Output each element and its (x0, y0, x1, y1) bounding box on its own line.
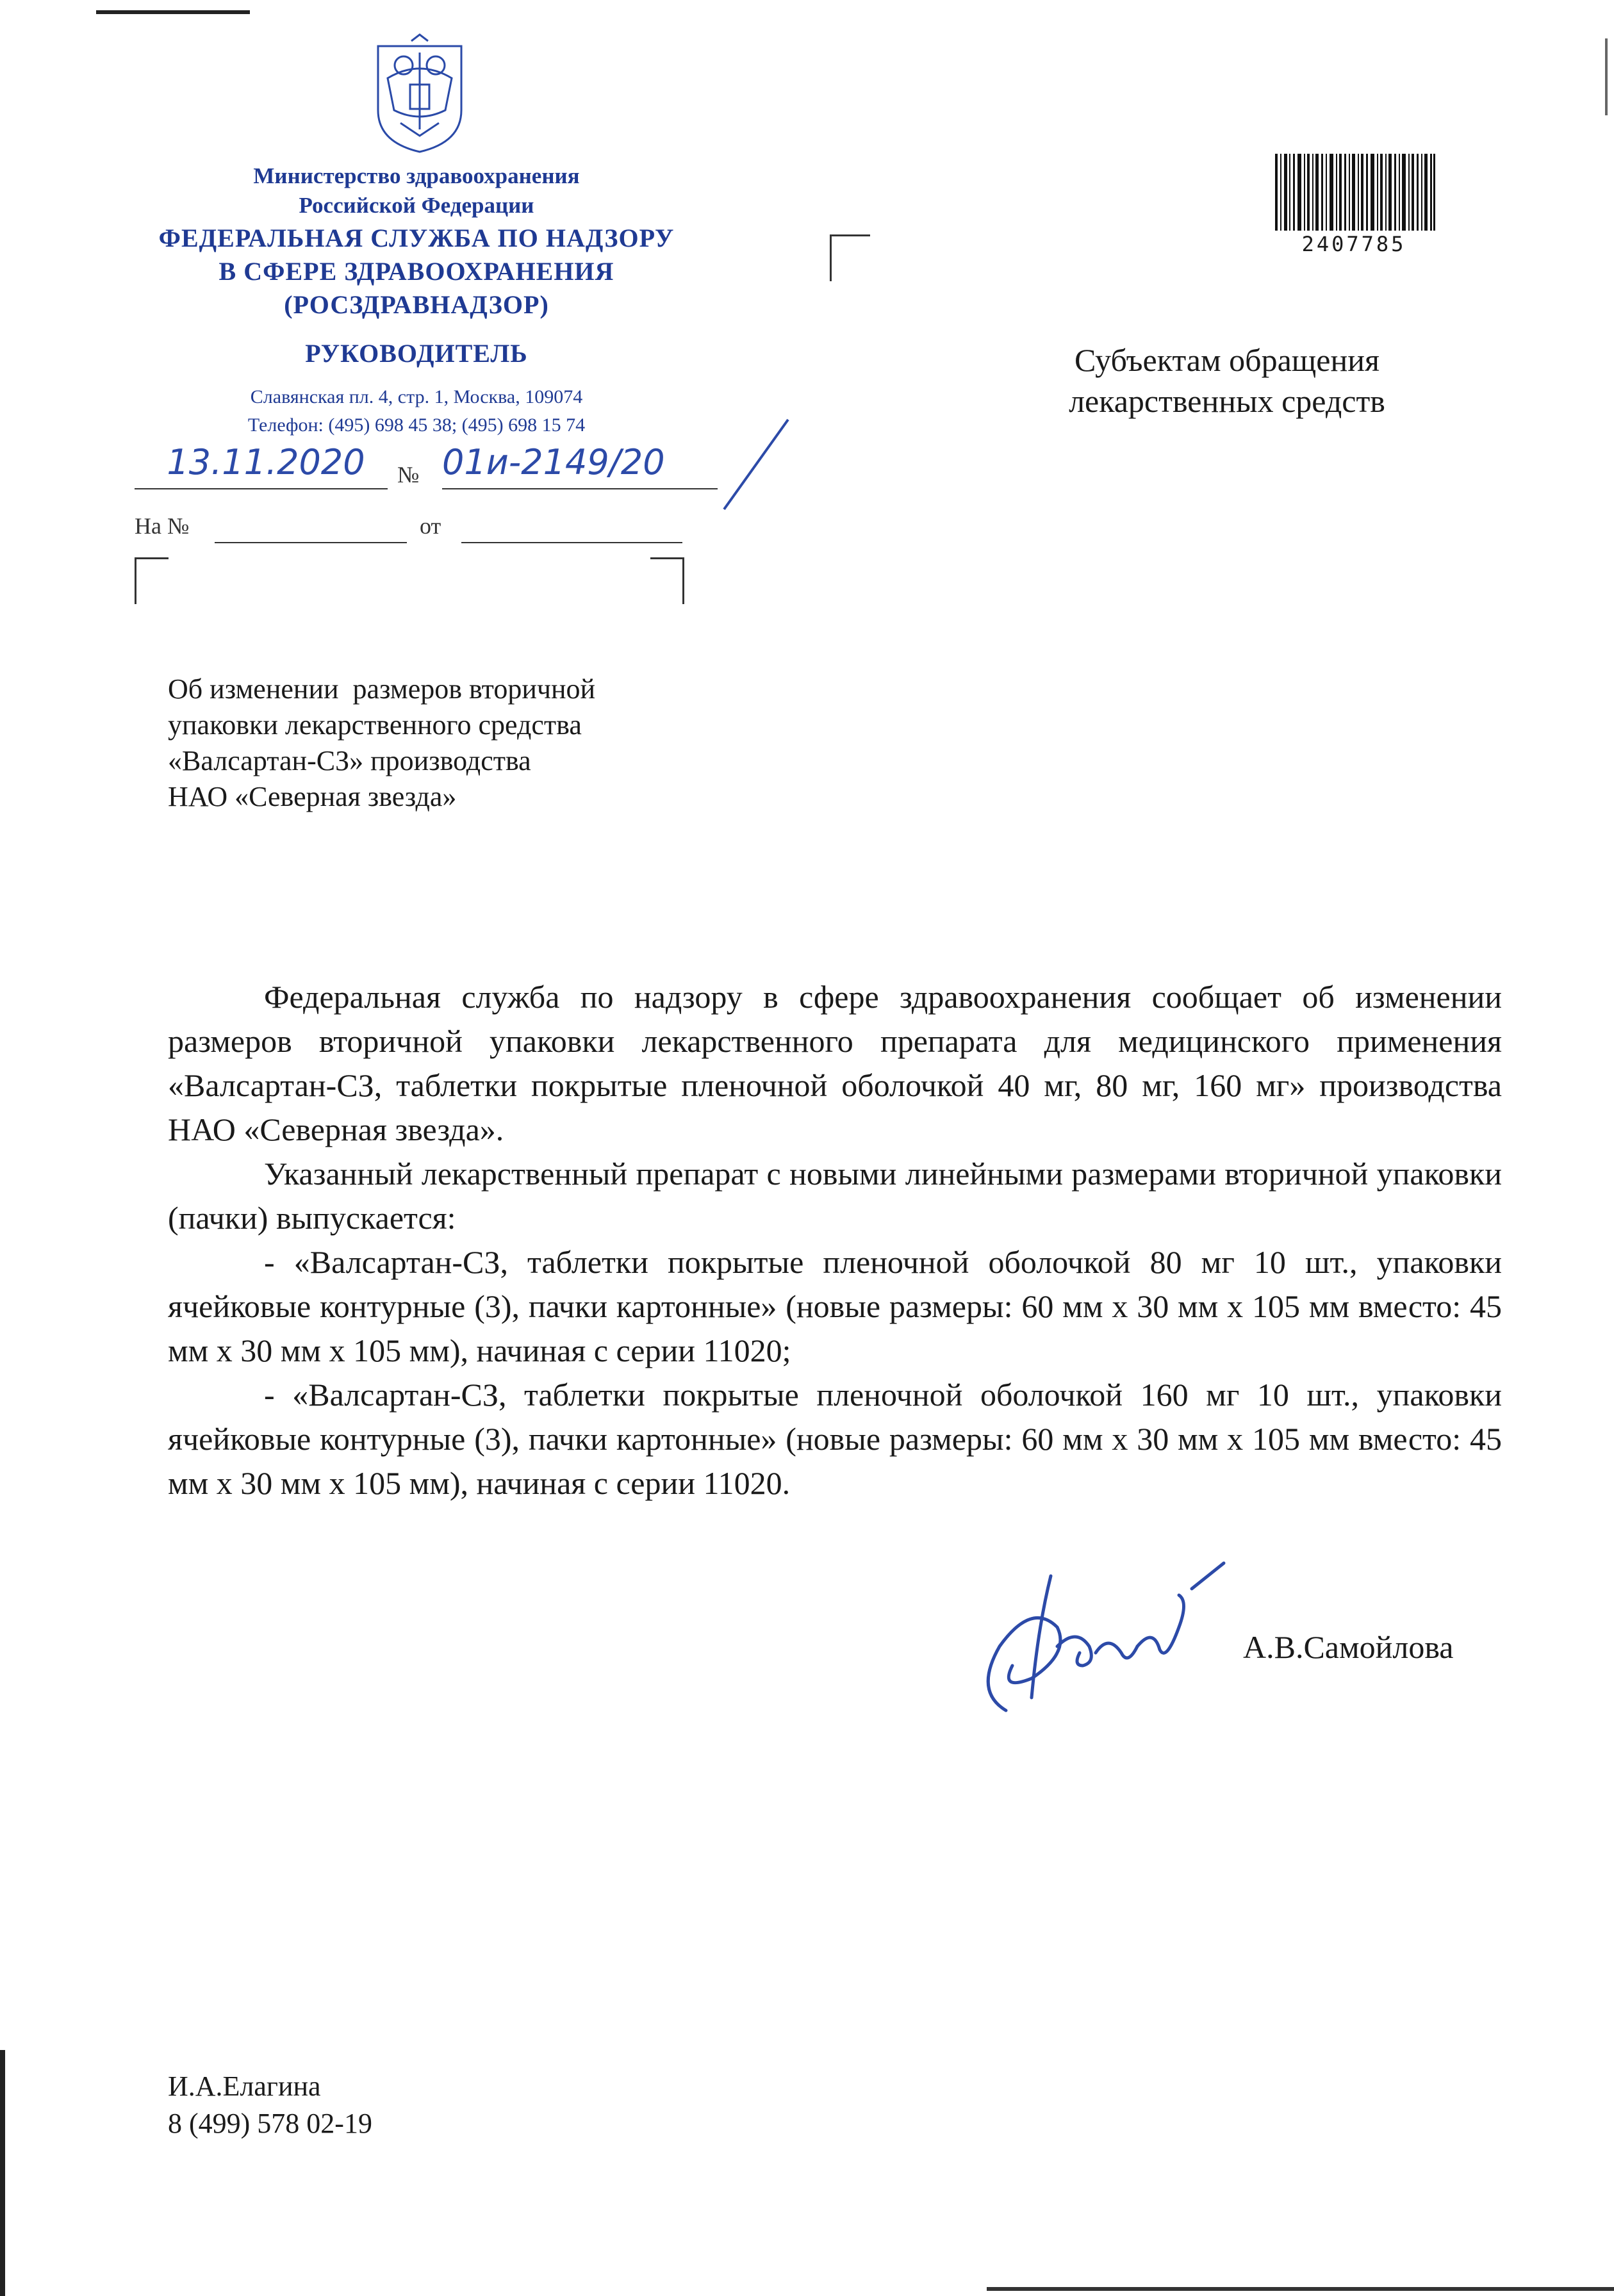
registration-date: 13.11.2020 (167, 442, 365, 482)
recipient-block (1003, 340, 1451, 422)
ministry-line-2: Российской Федерации (299, 193, 534, 218)
scan-right-edge (1605, 38, 1608, 115)
subject-line-1: Об изменении размеров вторичной (168, 673, 596, 705)
subject-line-4: НАО «Северная звезда» (168, 781, 457, 812)
executor-phone: 8 (499) 578 02-19 (168, 2108, 372, 2139)
recipient-line-2: лекарственных средств (1069, 383, 1385, 419)
coat-of-arms-emblem (365, 33, 474, 155)
bracket-top-right (650, 557, 684, 604)
service-name (96, 222, 737, 322)
registration-number: 01и-2149/20 (442, 442, 665, 482)
executor-block (168, 2068, 372, 2142)
reply-from-label: от (420, 513, 441, 539)
reply-number-underline (215, 542, 407, 543)
subject-line-2: упаковки лекарственного средства (168, 709, 582, 741)
bracket-recipient (830, 234, 870, 281)
address-line-1: Славянская пл. 4, стр. 1, Москва, 109074 (250, 386, 583, 407)
registration-slash (718, 416, 795, 512)
barcode (1275, 154, 1435, 231)
signer-name: А.В.Самойлова (1243, 1629, 1454, 1665)
service-line-1: ФЕДЕРАЛЬНАЯ СЛУЖБА ПО НАДЗОРУ (158, 224, 675, 252)
executor-name: И.А.Елагина (168, 2070, 321, 2102)
number-underline (442, 488, 718, 489)
handwritten-signature (961, 1550, 1243, 1730)
address-line-2: Телефон: (495) 698 45 38; (495) 698 15 74 (247, 414, 586, 436)
bracket-top-left (135, 557, 169, 604)
reply-from-underline (461, 542, 682, 543)
body-paragraph-2: Указанный лекарственный препарат с новыми линейными размерами вторичной упаковки (пачки) выпускается: (168, 1156, 1502, 1236)
ministry-name (128, 161, 705, 220)
head-title: РУКОВОДИТЕЛЬ (305, 339, 528, 368)
body-list-item-2: - «Валсартан-СЗ, таблетки покрытые пленочной оболочкой 160 мг 10 шт., упаковки ячейковые контурные (3), пачки картонные» (новые размеры: 60 мм х 30 мм х 105 мм вместо: 45 мм х 30 мм х 105 мм), начиная с серии 11020. (168, 1377, 1502, 1501)
service-line-3: (РОСЗДРАВНАДЗОР) (284, 290, 549, 319)
number-sign-label: № (397, 462, 420, 488)
address-block (128, 383, 705, 439)
letter-subject (168, 671, 745, 815)
barcode-digits: 2407785 (1301, 232, 1406, 256)
letter-body (168, 975, 1502, 1505)
date-underline (135, 488, 388, 489)
recipient-line-1: Субъектам обращения (1075, 342, 1379, 378)
subject-line-3: «Валсартан-СЗ» производства (168, 745, 531, 776)
body-paragraph-1: Федеральная служба по надзору в сфере здравоохранения сообщает об изменении размеров вторичной упаковки лекарственного препарата для медицинского применения «Валсартан-СЗ, таблетки покрытые пленочной оболочкой 40 мг, 80 мг, 160 мг» производства НАО «Северная звезда». (168, 979, 1502, 1147)
scan-top-edge (96, 10, 250, 14)
reply-number-label: На № (135, 513, 190, 539)
body-list-item-1: - «Валсартан-СЗ, таблетки покрытые пленочной оболочкой 80 мг 10 шт., упаковки ячейковые контурные (3), пачки картонные» (новые размеры: 60 мм х 30 мм х 105 мм вместо: 45 мм х 30 мм х 105 мм), начиная с серии 11020; (168, 1244, 1502, 1368)
scan-bottom-edge (987, 2287, 1614, 2291)
ministry-line-1: Министерство здравоохранения (253, 163, 580, 188)
service-line-2: В СФЕРЕ ЗДРАВООХРАНЕНИЯ (218, 257, 614, 286)
scan-left-edge (0, 2050, 5, 2296)
